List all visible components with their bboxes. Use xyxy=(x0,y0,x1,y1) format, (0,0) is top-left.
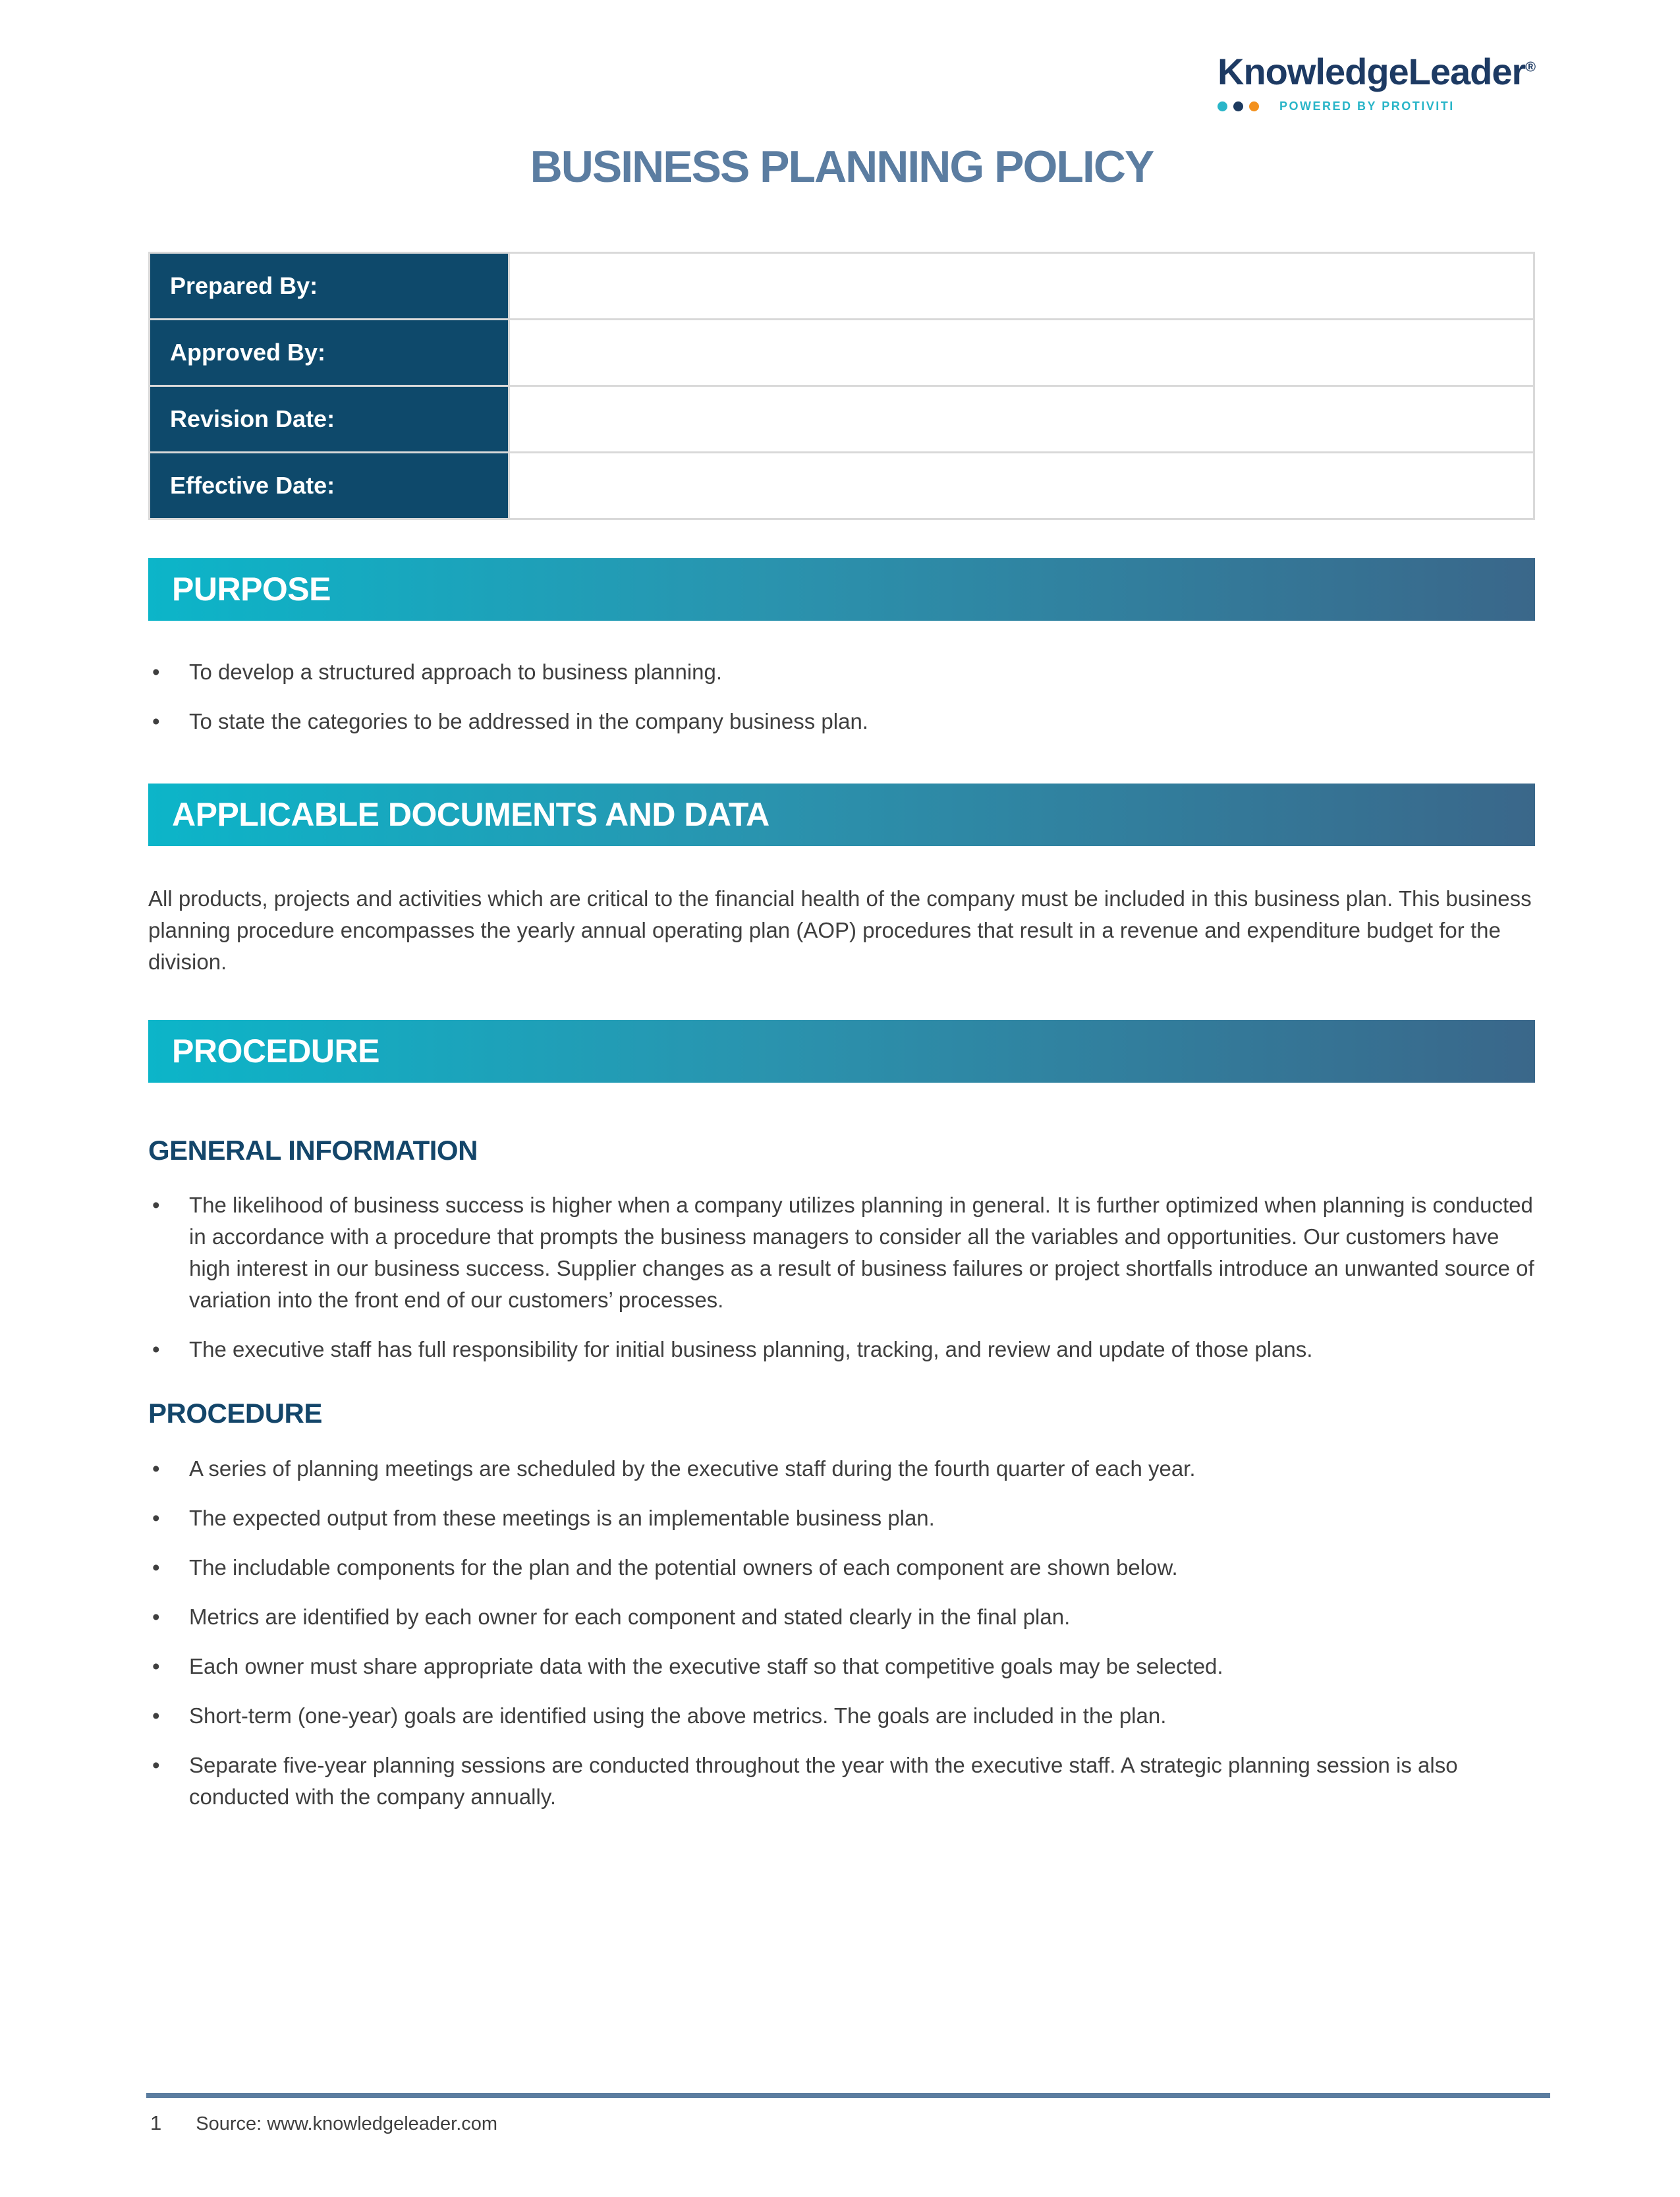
prepared-by-label: Prepared By: xyxy=(150,252,509,319)
list-item xyxy=(148,1601,1535,1633)
list-item xyxy=(148,706,1535,737)
approved-by-value xyxy=(509,319,1534,385)
list-item xyxy=(148,1189,1535,1316)
documents-paragraph: All products, projects and activities which are critical to the financial health of the company must be included in this business plan. This business planning procedure encompasses the yearly annual operating plan (AOP) procedures that result in a revenue and expenditure budget for the division. xyxy=(148,886,1532,974)
bullet-text: A series of planning meetings are scheduled by the executive staff during the fourth quarter of each year. xyxy=(189,1456,1196,1481)
purpose-bullet-list xyxy=(148,656,1535,737)
bullet-icon: • xyxy=(152,1337,160,1362)
brand-text: KnowledgeLeader xyxy=(1218,51,1526,92)
bullet-text: To develop a structured approach to business planning. xyxy=(189,659,723,684)
bullet-icon: • xyxy=(152,1653,160,1678)
bullet-text: Each owner must share appropriate data with the executive staff so that competitive goals may be selected. xyxy=(189,1653,1223,1678)
list-item xyxy=(148,1750,1535,1813)
knowledgeleader-logo xyxy=(1218,53,1535,113)
documents-section-header: APPLICABLE DOCUMENTS AND DATA xyxy=(148,784,1535,846)
source-text: Source: www.knowledgeleader.com xyxy=(196,2113,498,2134)
revision-date-label: Revision Date: xyxy=(150,385,509,452)
footer-rule xyxy=(146,2093,1550,2098)
list-item xyxy=(148,656,1535,688)
approved-by-label: Approved By: xyxy=(150,319,509,385)
table-row xyxy=(150,252,1534,319)
list-item xyxy=(148,1700,1535,1732)
bullet-icon: • xyxy=(152,1604,160,1629)
bullet-text: Metrics are identified by each owner for each component and stated clearly in the final plan. xyxy=(189,1604,1071,1629)
page-title: BUSINESS PLANNING POLICY xyxy=(530,141,1154,192)
purpose-section-header: PURPOSE xyxy=(148,558,1535,621)
procedure-subheading: PROCEDURE xyxy=(148,1398,322,1429)
bullet-text: The executive staff has full responsibility for initial business planning, tracking, and review and update of those plans. xyxy=(189,1337,1313,1362)
effective-date-value xyxy=(509,452,1534,519)
list-item xyxy=(148,1334,1535,1365)
logo-tagline: POWERED BY PROTIVITI xyxy=(1279,99,1455,113)
footer xyxy=(150,2111,497,2135)
bullet-text: To state the categories to be addressed in the company business plan. xyxy=(189,708,868,733)
table-row xyxy=(150,452,1534,519)
logo-tagline-row xyxy=(1218,100,1535,113)
registered-mark: ® xyxy=(1525,59,1535,75)
bullet-icon: • xyxy=(152,1703,160,1728)
prepared-by-value xyxy=(509,252,1534,319)
procedure-section-header: PROCEDURE xyxy=(148,1020,1535,1083)
brand-name xyxy=(1218,53,1535,92)
logo-dot-teal-icon xyxy=(1218,101,1227,111)
document-info-table xyxy=(148,252,1535,520)
general-information-subheading: GENERAL INFORMATION xyxy=(148,1134,478,1166)
list-item xyxy=(148,1651,1535,1682)
effective-date-label: Effective Date: xyxy=(150,452,509,519)
bullet-icon: • xyxy=(152,659,160,684)
bullet-icon: • xyxy=(152,1456,160,1481)
list-item xyxy=(148,1502,1535,1534)
bullet-icon: • xyxy=(152,1505,160,1530)
bullet-icon: • xyxy=(152,1555,160,1580)
page-number: 1 xyxy=(150,2111,162,2134)
procedure-bullet-list xyxy=(148,1453,1535,1813)
bullet-text: Separate five-year planning sessions are conducted throughout the year with the executive staff. A strategic planning session is also conducted with the company annually. xyxy=(189,1752,1458,1809)
list-item xyxy=(148,1453,1535,1485)
bullet-icon: • xyxy=(152,708,160,733)
logo-dot-navy-icon xyxy=(1233,101,1243,111)
logo-dot-orange-icon xyxy=(1249,101,1259,111)
bullet-text: The includable components for the plan and the potential owners of each component are shown below. xyxy=(189,1555,1178,1580)
bullet-text: The expected output from these meetings is an implementable business plan. xyxy=(189,1505,935,1530)
table-row xyxy=(150,385,1534,452)
bullet-icon: • xyxy=(152,1193,160,1218)
general-information-bullet-list xyxy=(148,1189,1535,1365)
list-item xyxy=(148,1552,1535,1584)
bullet-icon: • xyxy=(152,1752,160,1777)
bullet-text: Short-term (one-year) goals are identified using the above metrics. The goals are included in the plan. xyxy=(189,1703,1167,1728)
bullet-text: The likelihood of business success is higher when a company utilizes planning in general. It is further optimized when planning is conducted in accordance with a procedure that prompts the business managers to consider all the variables and opportunities. Our customers have high interest in our business success. Supplier changes as a result of business failures or project shortfalls introduce an unwanted source of variation into the front end of our customers’ processes. xyxy=(189,1193,1534,1313)
table-row xyxy=(150,319,1534,385)
revision-date-value xyxy=(509,385,1534,452)
